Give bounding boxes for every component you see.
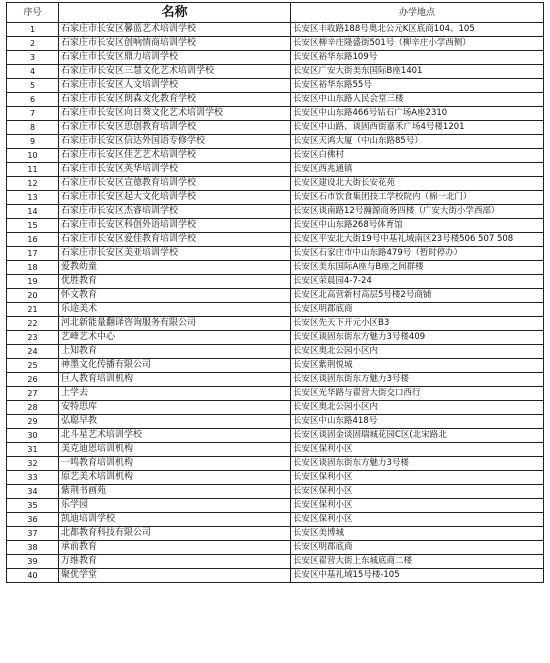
row-name: 石家庄市长安区杰睿培训学校 [59, 205, 291, 219]
row-address: 长安区谈南路12号瀚源商务四楼（广安大街小学西部） [291, 205, 544, 219]
row-name: 石家庄市长安区创响情商培训学校 [59, 37, 291, 51]
row-name: 原艺美术培训机构 [59, 471, 291, 485]
table-row [7, 289, 544, 303]
table-row [7, 79, 544, 93]
row-index: 1 [7, 23, 59, 37]
row-index: 10 [7, 149, 59, 163]
table-row [7, 485, 544, 499]
table-row [7, 65, 544, 79]
row-name: 石家庄市长安区佳艺艺术培训学校 [59, 149, 291, 163]
row-address: 长安区中山东路268号体育馆 [291, 219, 544, 233]
row-name: 石家庄市长安区英华培训学校 [59, 163, 291, 177]
row-index: 29 [7, 415, 59, 429]
row-name: 石家庄市长安区信达外国语专修学校 [59, 135, 291, 149]
row-name: 石家庄市长安区科创外语培训学校 [59, 219, 291, 233]
row-index: 4 [7, 65, 59, 79]
row-index: 36 [7, 513, 59, 527]
row-index: 20 [7, 289, 59, 303]
row-index: 19 [7, 275, 59, 289]
row-address: 长安区裕华东路55号 [291, 79, 544, 93]
row-address: 长安区保利小区 [291, 499, 544, 513]
row-address: 长安区中山东路466号钻石广场A座2310 [291, 107, 544, 121]
row-address: 长安区保利小区 [291, 471, 544, 485]
row-name: 石家庄市长安区美亚培训学校 [59, 247, 291, 261]
row-address: 长安区谈固金谈固瑞城花园C区(北宋路北 [291, 429, 544, 443]
table-row [7, 345, 544, 359]
table-row [7, 233, 544, 247]
table-row [7, 317, 544, 331]
row-index: 12 [7, 177, 59, 191]
row-index: 8 [7, 121, 59, 135]
row-index: 37 [7, 527, 59, 541]
table-row [7, 429, 544, 443]
row-name: 凯迪培训学校 [59, 513, 291, 527]
table-row [7, 373, 544, 387]
row-index: 22 [7, 317, 59, 331]
row-name: 上学去 [59, 387, 291, 401]
row-address: 长安区天鸿大厦（中山东路85号） [291, 135, 544, 149]
row-name: 石家庄市长安区馨蓝艺术培训学校 [59, 23, 291, 37]
school-list-sheet [6, 2, 543, 583]
row-name: 河北新能量翻译咨询服务有限公司 [59, 317, 291, 331]
table-row [7, 23, 544, 37]
row-index: 18 [7, 261, 59, 275]
row-index: 2 [7, 37, 59, 51]
row-address: 长安区平安北大街19号中基礼域南区23号楼506 507 508 [291, 233, 544, 247]
row-address: 长安区紫荆悦城 [291, 359, 544, 373]
row-index: 5 [7, 79, 59, 93]
table-row [7, 541, 544, 555]
row-index: 13 [7, 191, 59, 205]
row-address: 长安区谈固东街东方魅力3号楼 [291, 457, 544, 471]
row-name: 北斗星艺术培训学校 [59, 429, 291, 443]
table-row [7, 387, 544, 401]
row-index: 35 [7, 499, 59, 513]
row-address: 长安区荣晨园4-7-24 [291, 275, 544, 289]
row-index: 32 [7, 457, 59, 471]
row-address: 长安区建设北大街长安花苑 [291, 177, 544, 191]
row-index: 9 [7, 135, 59, 149]
row-name: 上知教育 [59, 345, 291, 359]
table-row [7, 527, 544, 541]
table-row [7, 443, 544, 457]
row-name: 石家庄市长安区思创教育培训学校 [59, 121, 291, 135]
row-name: 优胜教育 [59, 275, 291, 289]
row-name: 石家庄市长安区宣德教育培训学校 [59, 177, 291, 191]
row-index: 38 [7, 541, 59, 555]
table-row [7, 359, 544, 373]
header-row [7, 3, 544, 23]
row-name: 安特思库 [59, 401, 291, 415]
row-address: 长安区谈固东街东方魅力3号楼 [291, 373, 544, 387]
row-index: 16 [7, 233, 59, 247]
row-name: 一鸣教育培训机构 [59, 457, 291, 471]
row-address: 长安区裕华东路109号 [291, 51, 544, 65]
row-name: 美克迪恩培训机构 [59, 443, 291, 457]
row-index: 21 [7, 303, 59, 317]
table-row [7, 471, 544, 485]
header-address: 办学地点 [291, 3, 544, 23]
table-row [7, 191, 544, 205]
row-name: 万维教育 [59, 555, 291, 569]
row-index: 26 [7, 373, 59, 387]
row-address: 长安区奥北公园小区内 [291, 345, 544, 359]
row-address: 长安区北高营新村高层5号楼2号商铺 [291, 289, 544, 303]
table-row [7, 513, 544, 527]
header-name: 名称 [59, 3, 291, 23]
row-name: 石家庄市长安区爱佳教育培训学校 [59, 233, 291, 247]
row-name: 石家庄市长安区鼎力培训学校 [59, 51, 291, 65]
table-row [7, 149, 544, 163]
row-address: 长安区中山东路人民会堂三楼 [291, 93, 544, 107]
table-row [7, 331, 544, 345]
table-row [7, 107, 544, 121]
row-address: 长安区先天下开元小区B3 [291, 317, 544, 331]
row-address: 长安区中山东路418号 [291, 415, 544, 429]
table-row [7, 163, 544, 177]
row-index: 14 [7, 205, 59, 219]
row-index: 34 [7, 485, 59, 499]
table-row [7, 51, 544, 65]
row-address: 长安区柳辛庄隆盛街501号（柳辛庄小学西侧） [291, 37, 544, 51]
row-address: 长安区白佛村 [291, 149, 544, 163]
row-name: 承前教育 [59, 541, 291, 555]
table-row [7, 37, 544, 51]
row-name: 爱教幼童 [59, 261, 291, 275]
row-index: 28 [7, 401, 59, 415]
table-row [7, 499, 544, 513]
row-index: 39 [7, 555, 59, 569]
row-index: 31 [7, 443, 59, 457]
row-address: 长安区保利小区 [291, 513, 544, 527]
table-body [7, 23, 544, 583]
row-address: 长安区光华路与翟营大街交口西行 [291, 387, 544, 401]
row-index: 7 [7, 107, 59, 121]
table-row [7, 219, 544, 233]
table-row [7, 569, 544, 583]
row-address: 长安区保利小区 [291, 443, 544, 457]
row-name: 石家庄市长安区三慧文化艺术培训学校 [59, 65, 291, 79]
row-address: 长安区西兆通镇 [291, 163, 544, 177]
row-index: 11 [7, 163, 59, 177]
table-row [7, 135, 544, 149]
row-index: 40 [7, 569, 59, 583]
table-row [7, 261, 544, 275]
row-address: 长安区中基礼域15号楼-105 [291, 569, 544, 583]
table-row [7, 303, 544, 317]
table-row [7, 275, 544, 289]
row-address: 长安区石家庄市中山东路479号（暂时停办） [291, 247, 544, 261]
table-row [7, 177, 544, 191]
row-index: 24 [7, 345, 59, 359]
row-name: 石家庄市长安区人文培训学校 [59, 79, 291, 93]
row-address: 长安区奥北公园小区内 [291, 401, 544, 415]
row-address: 长安区明郡底商 [291, 303, 544, 317]
row-address: 长安区石市饮食集团技工学校院内（棉一北门） [291, 191, 544, 205]
row-name: 巨人教育培训机构 [59, 373, 291, 387]
row-address: 长安区翟营大街上东城底商二楼 [291, 555, 544, 569]
row-name: 北都教育科技有限公司 [59, 527, 291, 541]
row-index: 30 [7, 429, 59, 443]
row-name: 石家庄市长安区朗森文化教育学校 [59, 93, 291, 107]
table-row [7, 555, 544, 569]
row-address: 长安区明郡底商 [291, 541, 544, 555]
row-index: 27 [7, 387, 59, 401]
row-address: 长安区中山路、谈固西街嘉禾广场4号楼1201 [291, 121, 544, 135]
row-address: 长安区谈固东街东方魅力3号楼409 [291, 331, 544, 345]
row-address: 长安区广安大街美东国际B座1401 [291, 65, 544, 79]
row-address: 长安区保利小区 [291, 485, 544, 499]
row-name: 紫荆书画苑 [59, 485, 291, 499]
table-row [7, 205, 544, 219]
row-name: 艺峰艺术中心 [59, 331, 291, 345]
table-row [7, 401, 544, 415]
row-index: 25 [7, 359, 59, 373]
row-address: 长安区丰收路188号奥北公元K区底商104、105 [291, 23, 544, 37]
header-index: 序号 [7, 3, 59, 23]
row-address: 长安区美东国际A座与B座之间群楼 [291, 261, 544, 275]
row-name: 怀文教育 [59, 289, 291, 303]
row-index: 3 [7, 51, 59, 65]
table-row [7, 247, 544, 261]
row-name: 乐途美术 [59, 303, 291, 317]
row-index: 17 [7, 247, 59, 261]
row-name: 聚优学堂 [59, 569, 291, 583]
row-name: 石家庄市长安区起大文化培训学校 [59, 191, 291, 205]
row-index: 15 [7, 219, 59, 233]
row-index: 6 [7, 93, 59, 107]
row-index: 33 [7, 471, 59, 485]
row-address: 长安区美博城 [291, 527, 544, 541]
table-row [7, 93, 544, 107]
table-row [7, 457, 544, 471]
row-name: 乐学园 [59, 499, 291, 513]
row-name: 神墨文化传播有限公司 [59, 359, 291, 373]
table-row [7, 415, 544, 429]
row-name: 石家庄市长安区向日葵文化艺术培训学校 [59, 107, 291, 121]
row-index: 23 [7, 331, 59, 345]
row-name: 弘聪早教 [59, 415, 291, 429]
table-row [7, 121, 544, 135]
school-table [6, 2, 544, 583]
